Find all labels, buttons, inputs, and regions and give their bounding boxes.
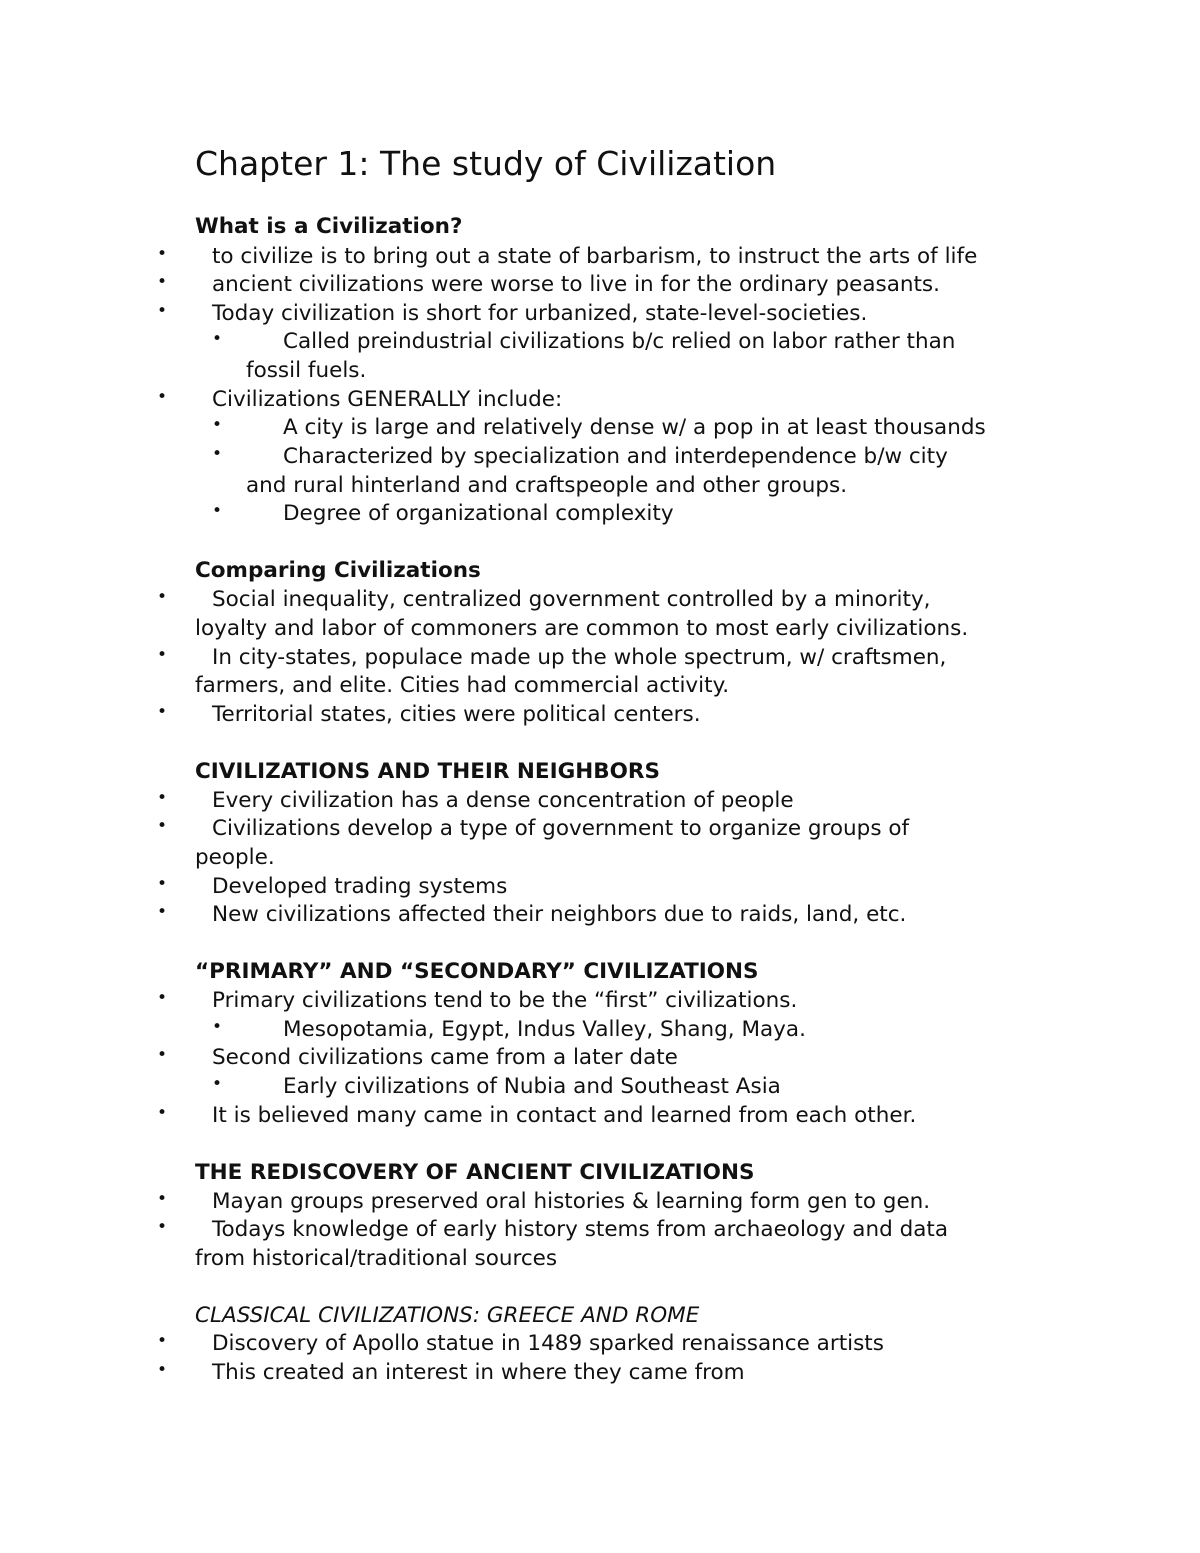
sub-list-item-text: Called preindustrial civilizations b/c relied on labor rather than xyxy=(283,329,956,354)
section-heading: What is a Civilization? xyxy=(195,214,463,239)
bullet-marker: • xyxy=(157,1331,168,1351)
bullet-marker: • xyxy=(157,1045,168,1065)
bullet-marker: • xyxy=(157,1217,168,1237)
bullet-marker: • xyxy=(157,702,168,722)
list-item-text: Todays knowledge of early history stems from archaeology and data xyxy=(212,1217,948,1242)
list-item-text: Social inequality, centralized government controlled by a minority, xyxy=(212,587,931,612)
page-title: Chapter 1: The study of Civilization xyxy=(195,144,777,183)
sub-list-item-text: Mesopotamia, Egypt, Indus Valley, Shang, Maya. xyxy=(283,1017,806,1042)
list-item-text: Territorial states, cities were political centers. xyxy=(212,702,701,727)
bullet-marker: • xyxy=(157,1360,168,1380)
list-item-text: It is believed many came in contact and learned from each other. xyxy=(212,1103,917,1128)
sub-list-item-text: Early civilizations of Nubia and Southeast Asia xyxy=(283,1074,781,1099)
list-item-text: Civilizations GENERALLY include: xyxy=(212,387,563,412)
section-heading: “PRIMARY” AND “SECONDARY” CIVILIZATIONS xyxy=(195,959,759,984)
sub-bullet-marker: • xyxy=(212,1017,223,1037)
list-item-text: Discovery of Apollo statue in 1489 sparked renaissance artists xyxy=(212,1331,884,1356)
list-item-text: people. xyxy=(195,845,275,870)
bullet-marker: • xyxy=(157,902,168,922)
list-item-text: loyalty and labor of commoners are common to most early civilizations. xyxy=(195,616,969,641)
sub-list-item-text: Characterized by specialization and interdependence b/w city xyxy=(283,444,948,469)
section-heading: CLASSICAL CIVILIZATIONS: GREECE AND ROME xyxy=(195,1303,700,1328)
list-item-text: to civilize is to bring out a state of barbarism, to instruct the arts of life xyxy=(212,244,978,269)
list-item-text: from historical/traditional sources xyxy=(195,1246,558,1271)
sub-bullet-marker: • xyxy=(212,1074,223,1094)
sub-list-item-text: A city is large and relatively dense w/ a pop in at least thousands xyxy=(283,415,986,440)
list-item-text: Civilizations develop a type of government to organize groups of xyxy=(212,816,910,841)
bullet-marker: • xyxy=(157,988,168,1008)
bullet-marker: • xyxy=(157,874,168,894)
section-heading: CIVILIZATIONS AND THEIR NEIGHBORS xyxy=(195,759,660,784)
bullet-marker: • xyxy=(157,816,168,836)
list-item-text: Mayan groups preserved oral histories & learning form gen to gen. xyxy=(212,1189,931,1214)
bullet-marker: • xyxy=(157,387,168,407)
sub-list-item-text: and rural hinterland and craftspeople and other groups. xyxy=(246,473,848,498)
sub-list-item-text: fossil fuels. xyxy=(246,358,367,383)
bullet-marker: • xyxy=(157,301,168,321)
bullet-marker: • xyxy=(157,272,168,292)
list-item-text: Every civilization has a dense concentration of people xyxy=(212,788,794,813)
bullet-marker: • xyxy=(157,244,168,264)
list-item-text: Second civilizations came from a later date xyxy=(212,1045,678,1070)
bullet-marker: • xyxy=(157,645,168,665)
sub-bullet-marker: • xyxy=(212,329,223,349)
bullet-marker: • xyxy=(157,1189,168,1209)
section-heading: Comparing Civilizations xyxy=(195,558,481,583)
bullet-marker: • xyxy=(157,1103,168,1123)
bullet-marker: • xyxy=(157,788,168,808)
list-item-text: Today civilization is short for urbanized, state-level-societies. xyxy=(212,301,868,326)
sub-bullet-marker: • xyxy=(212,415,223,435)
list-item-text: ancient civilizations were worse to live in for the ordinary peasants. xyxy=(212,272,940,297)
list-item-text: Primary civilizations tend to be the “first” civilizations. xyxy=(212,988,798,1013)
list-item-text: farmers, and elite. Cities had commercial activity. xyxy=(195,673,730,698)
sub-bullet-marker: • xyxy=(212,444,223,464)
list-item-text: New civilizations affected their neighbors due to raids, land, etc. xyxy=(212,902,907,927)
list-item-text: Developed trading systems xyxy=(212,874,508,899)
section-heading: THE REDISCOVERY OF ANCIENT CIVILIZATIONS xyxy=(195,1160,755,1185)
sub-bullet-marker: • xyxy=(212,501,223,521)
list-item-text: This created an interest in where they came from xyxy=(212,1360,745,1385)
sub-list-item-text: Degree of organizational complexity xyxy=(283,501,674,526)
bullet-marker: • xyxy=(157,587,168,607)
list-item-text: In city-states, populace made up the whole spectrum, w/ craftsmen, xyxy=(212,645,947,670)
